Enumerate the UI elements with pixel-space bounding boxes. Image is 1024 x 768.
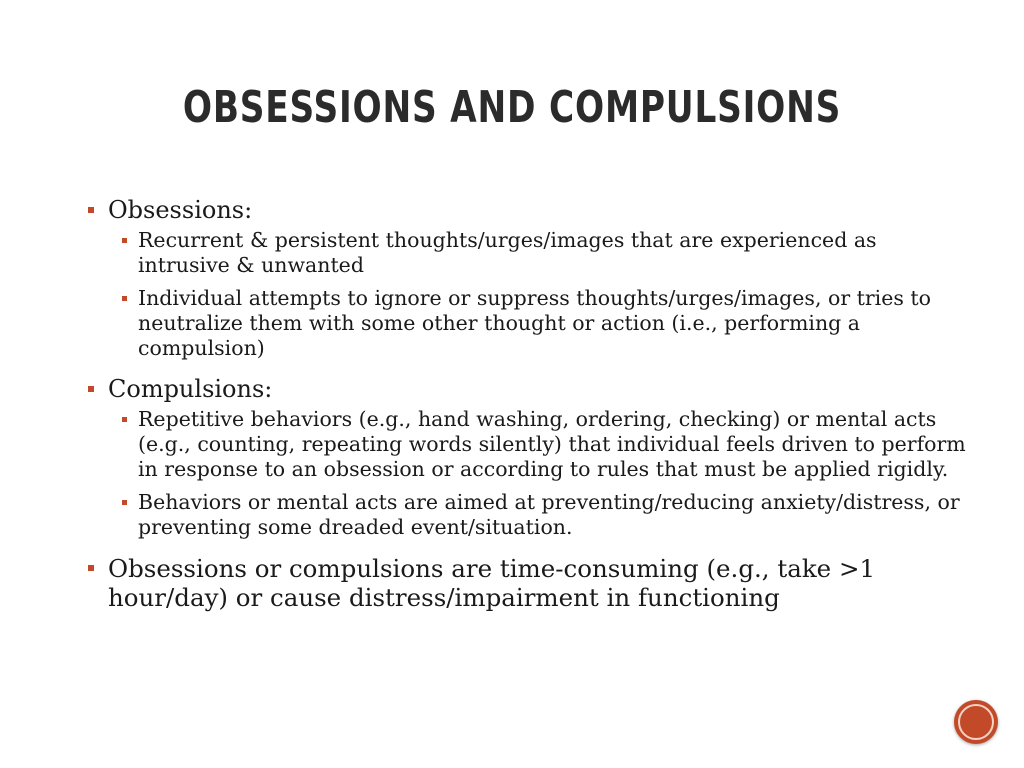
slide-content [86,196,966,626]
accent-bar [0,0,10,768]
section-compulsions [86,375,966,540]
sub-bullet-list [108,407,966,540]
bullet-icon [88,386,94,392]
sub-bullet-icon [122,417,127,422]
bullet-list [86,196,966,612]
list-item-text: Behaviors or mental acts are aimed at preventing/reducing anxiety/distress, or preventing some dreaded event/situation. [138,490,960,539]
sub-bullet-list [108,228,966,361]
section-label: Compulsions: [108,375,273,403]
list-item [108,407,966,482]
sub-bullet-icon [122,296,127,301]
list-item [108,490,966,540]
list-item [108,286,966,361]
section-label: Obsessions: [108,196,253,224]
list-item-text: Recurrent & persistent thoughts/urges/images that are experienced as intrusive & unwanted [138,228,877,277]
list-item-text: Individual attempts to ignore or suppress thoughts/urges/images, or tries to neutralize them with some other thought or action (i.e., performing a compulsion) [138,286,931,360]
sub-bullet-icon [122,500,127,505]
section-obsessions [86,196,966,361]
list-item [108,228,966,278]
sub-bullet-icon [122,238,127,243]
badge-ring [958,704,994,740]
list-item-text: Repetitive behaviors (e.g., hand washing, ordering, checking) or mental acts (e.g., counting, repeating words silently) that individual feels driven to perform in response to an obsession or according to rules that must be applied rigidly. [138,407,966,481]
slide-nav-badge-icon[interactable] [954,700,998,744]
slide-title: OBSESSIONS AND COMPULSIONS [182,82,842,133]
final-point [86,554,966,612]
final-point-text: Obsessions or compulsions are time-consuming (e.g., take >1 hour/day) or cause distress/impairment in functioning [108,554,876,612]
bullet-icon [88,565,94,571]
bullet-icon [88,207,94,213]
